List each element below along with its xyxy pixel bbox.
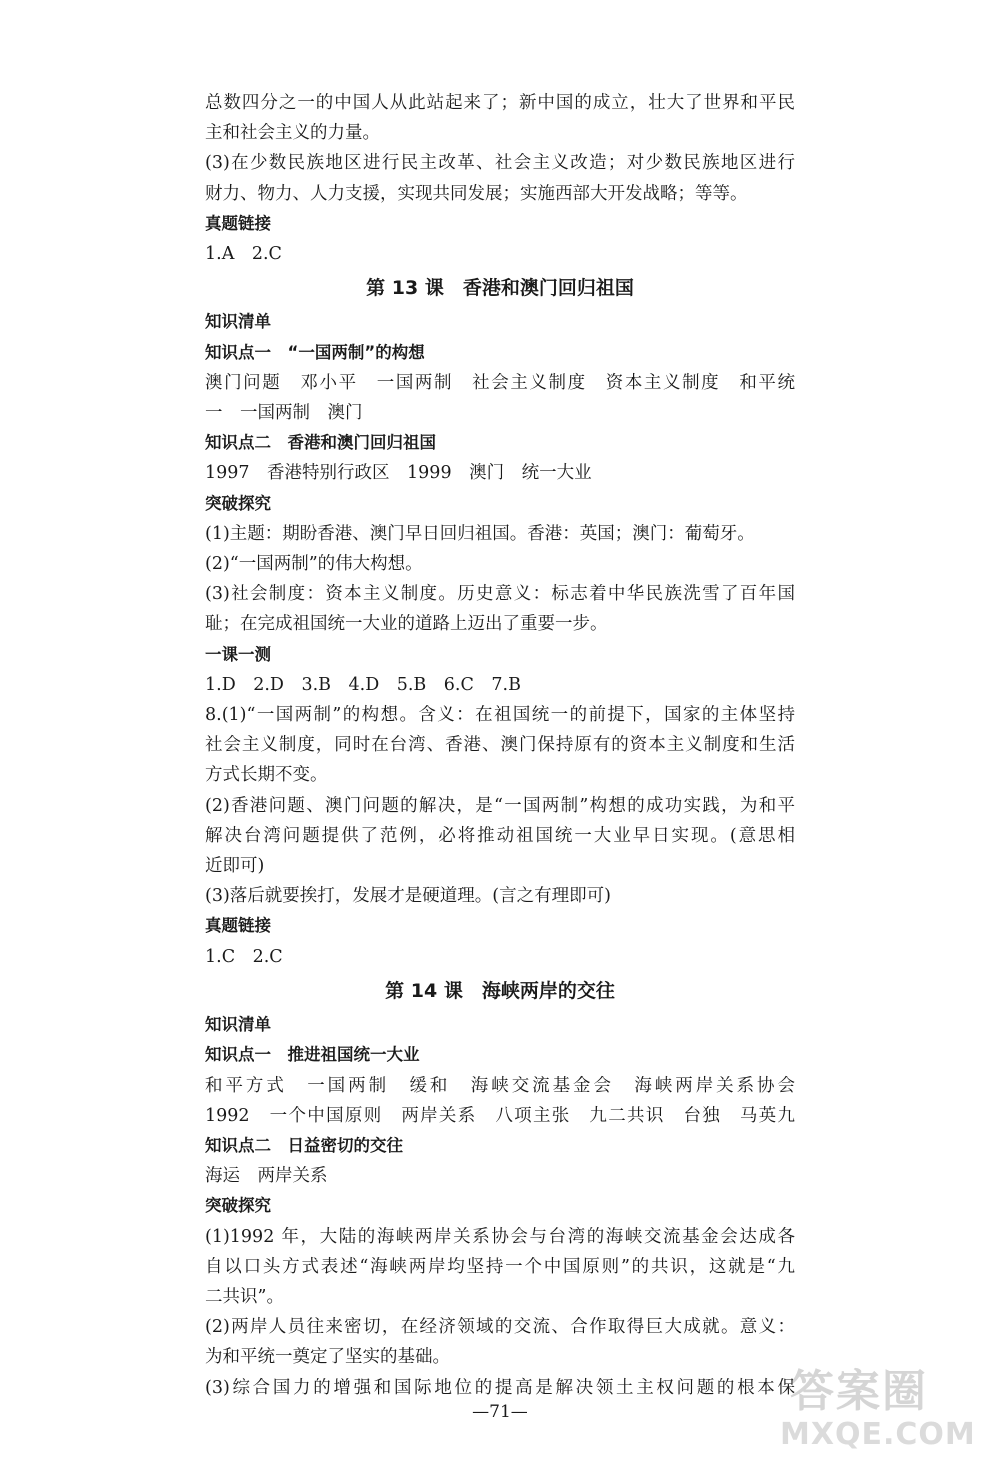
text-line: 耻；在完成祖国统一大业的道路上迈出了重要一步。	[205, 614, 608, 635]
answer-line: 1.C 2.C	[205, 946, 283, 967]
text-line: 为和平统一奠定了坚实的基础。	[205, 1347, 450, 1368]
text-line: 二共识”。	[205, 1286, 284, 1307]
section-heading: 知识清单	[205, 1015, 271, 1035]
terms-line: 一 一国两制 澳门	[205, 403, 363, 424]
text-line: (3)社会制度：资本主义制度。历史意义：标志着中华民族洗雪了百年国	[205, 584, 795, 605]
section-heading: 真题链接	[205, 916, 271, 936]
text-line: 方式长期不变。	[205, 765, 328, 786]
text-line: (2)“一国两制”的伟大构想。	[205, 554, 423, 575]
text-line: (2)两岸人员往来密切，在经济领域的交流、合作取得巨大成就。意义：	[205, 1317, 795, 1338]
answer-line: 1.D 2.D 3.B 4.D 5.B 6.C 7.B	[205, 674, 521, 695]
terms-line: 澳门问题 邓小平 一国两制 社会主义制度 资本主义制度 和平统	[205, 372, 795, 393]
lesson-14-title: 第 14 课 海峡两岸的交往	[385, 979, 615, 1002]
terms-line: 1997 香港特别行政区 1999 澳门 统一大业	[205, 463, 592, 484]
text-line: (1)1992 年，大陆的海峡两岸关系协会与台湾的海峡交流基金会达成各	[205, 1226, 795, 1247]
section-heading: 突破探究	[205, 1196, 271, 1216]
watermark-logo	[780, 1355, 990, 1465]
text-line: 财力、物力、人力支援，实现共同发展；实施西部大开发战略；等等。	[205, 183, 748, 204]
text-line: (3)综合国力的增强和国际地位的提高是解决领土主权问题的根本保	[205, 1377, 795, 1398]
text-line: (1)主题：期盼香港、澳门早日回归祖国。香港：英国；澳门：葡萄牙。	[205, 523, 755, 544]
knowledge-point-heading: 知识点二 香港和澳门回归祖国	[205, 433, 436, 453]
section-heading: 知识清单	[205, 312, 271, 332]
text-line: 近即可)	[205, 856, 265, 877]
lesson-13-title: 第 13 课 香港和澳门回归祖国	[366, 277, 634, 300]
text-line: 主和社会主义的力量。	[205, 123, 380, 144]
text-line: 8.(1)“一国两制”的构想。含义：在祖国统一的前提下，国家的主体坚持	[205, 705, 795, 726]
text-line: 总数四分之一的中国人从此站起来了；新中国的成立，壮大了世界和平民	[205, 93, 795, 113]
knowledge-point-heading: 知识点一 “一国两制”的构想	[205, 342, 425, 362]
terms-line: 和平方式 一国两制 缓和 海峡交流基金会 海峡两岸关系协会	[205, 1075, 795, 1096]
text-line: 自以口头方式表述“海峡两岸均坚持一个中国原则”的共识，这就是“九	[205, 1256, 795, 1277]
section-heading: 一课一测	[205, 644, 271, 664]
text-line: (2)香港问题、澳门问题的解决，是“一国两制”构想的成功实践，为和平	[205, 795, 795, 816]
knowledge-point-heading: 知识点一 推进祖国统一大业	[205, 1045, 420, 1065]
text-line: (3)落后就要挨打，发展才是硬道理。(言之有理即可)	[205, 886, 611, 907]
watermark-text: 答案圈	[790, 1366, 928, 1417]
document-page	[205, 88, 795, 1403]
terms-line: 1992 一个中国原则 两岸关系 八项主张 九二共识 台独 马英九	[205, 1105, 795, 1126]
text-line: 社会主义制度，同时在台湾、香港、澳门保持原有的资本主义制度和生活	[205, 735, 795, 756]
knowledge-point-heading: 知识点二 日益密切的交往	[205, 1135, 403, 1155]
page-number: —71—	[472, 1402, 528, 1422]
watermark-url: MXQE.COM	[780, 1417, 976, 1452]
text-line: (3)在少数民族地区进行民主改革、社会主义改造；对少数民族地区进行	[205, 153, 795, 174]
text-line: 解决台湾问题提供了范例，必将推动祖国统一大业早日实现。(意思相	[205, 825, 795, 846]
terms-line: 海运 两岸关系	[205, 1166, 328, 1187]
section-heading: 真题链接	[205, 213, 271, 233]
section-heading: 突破探究	[205, 493, 271, 513]
answer-line: 1.A 2.C	[205, 244, 282, 265]
